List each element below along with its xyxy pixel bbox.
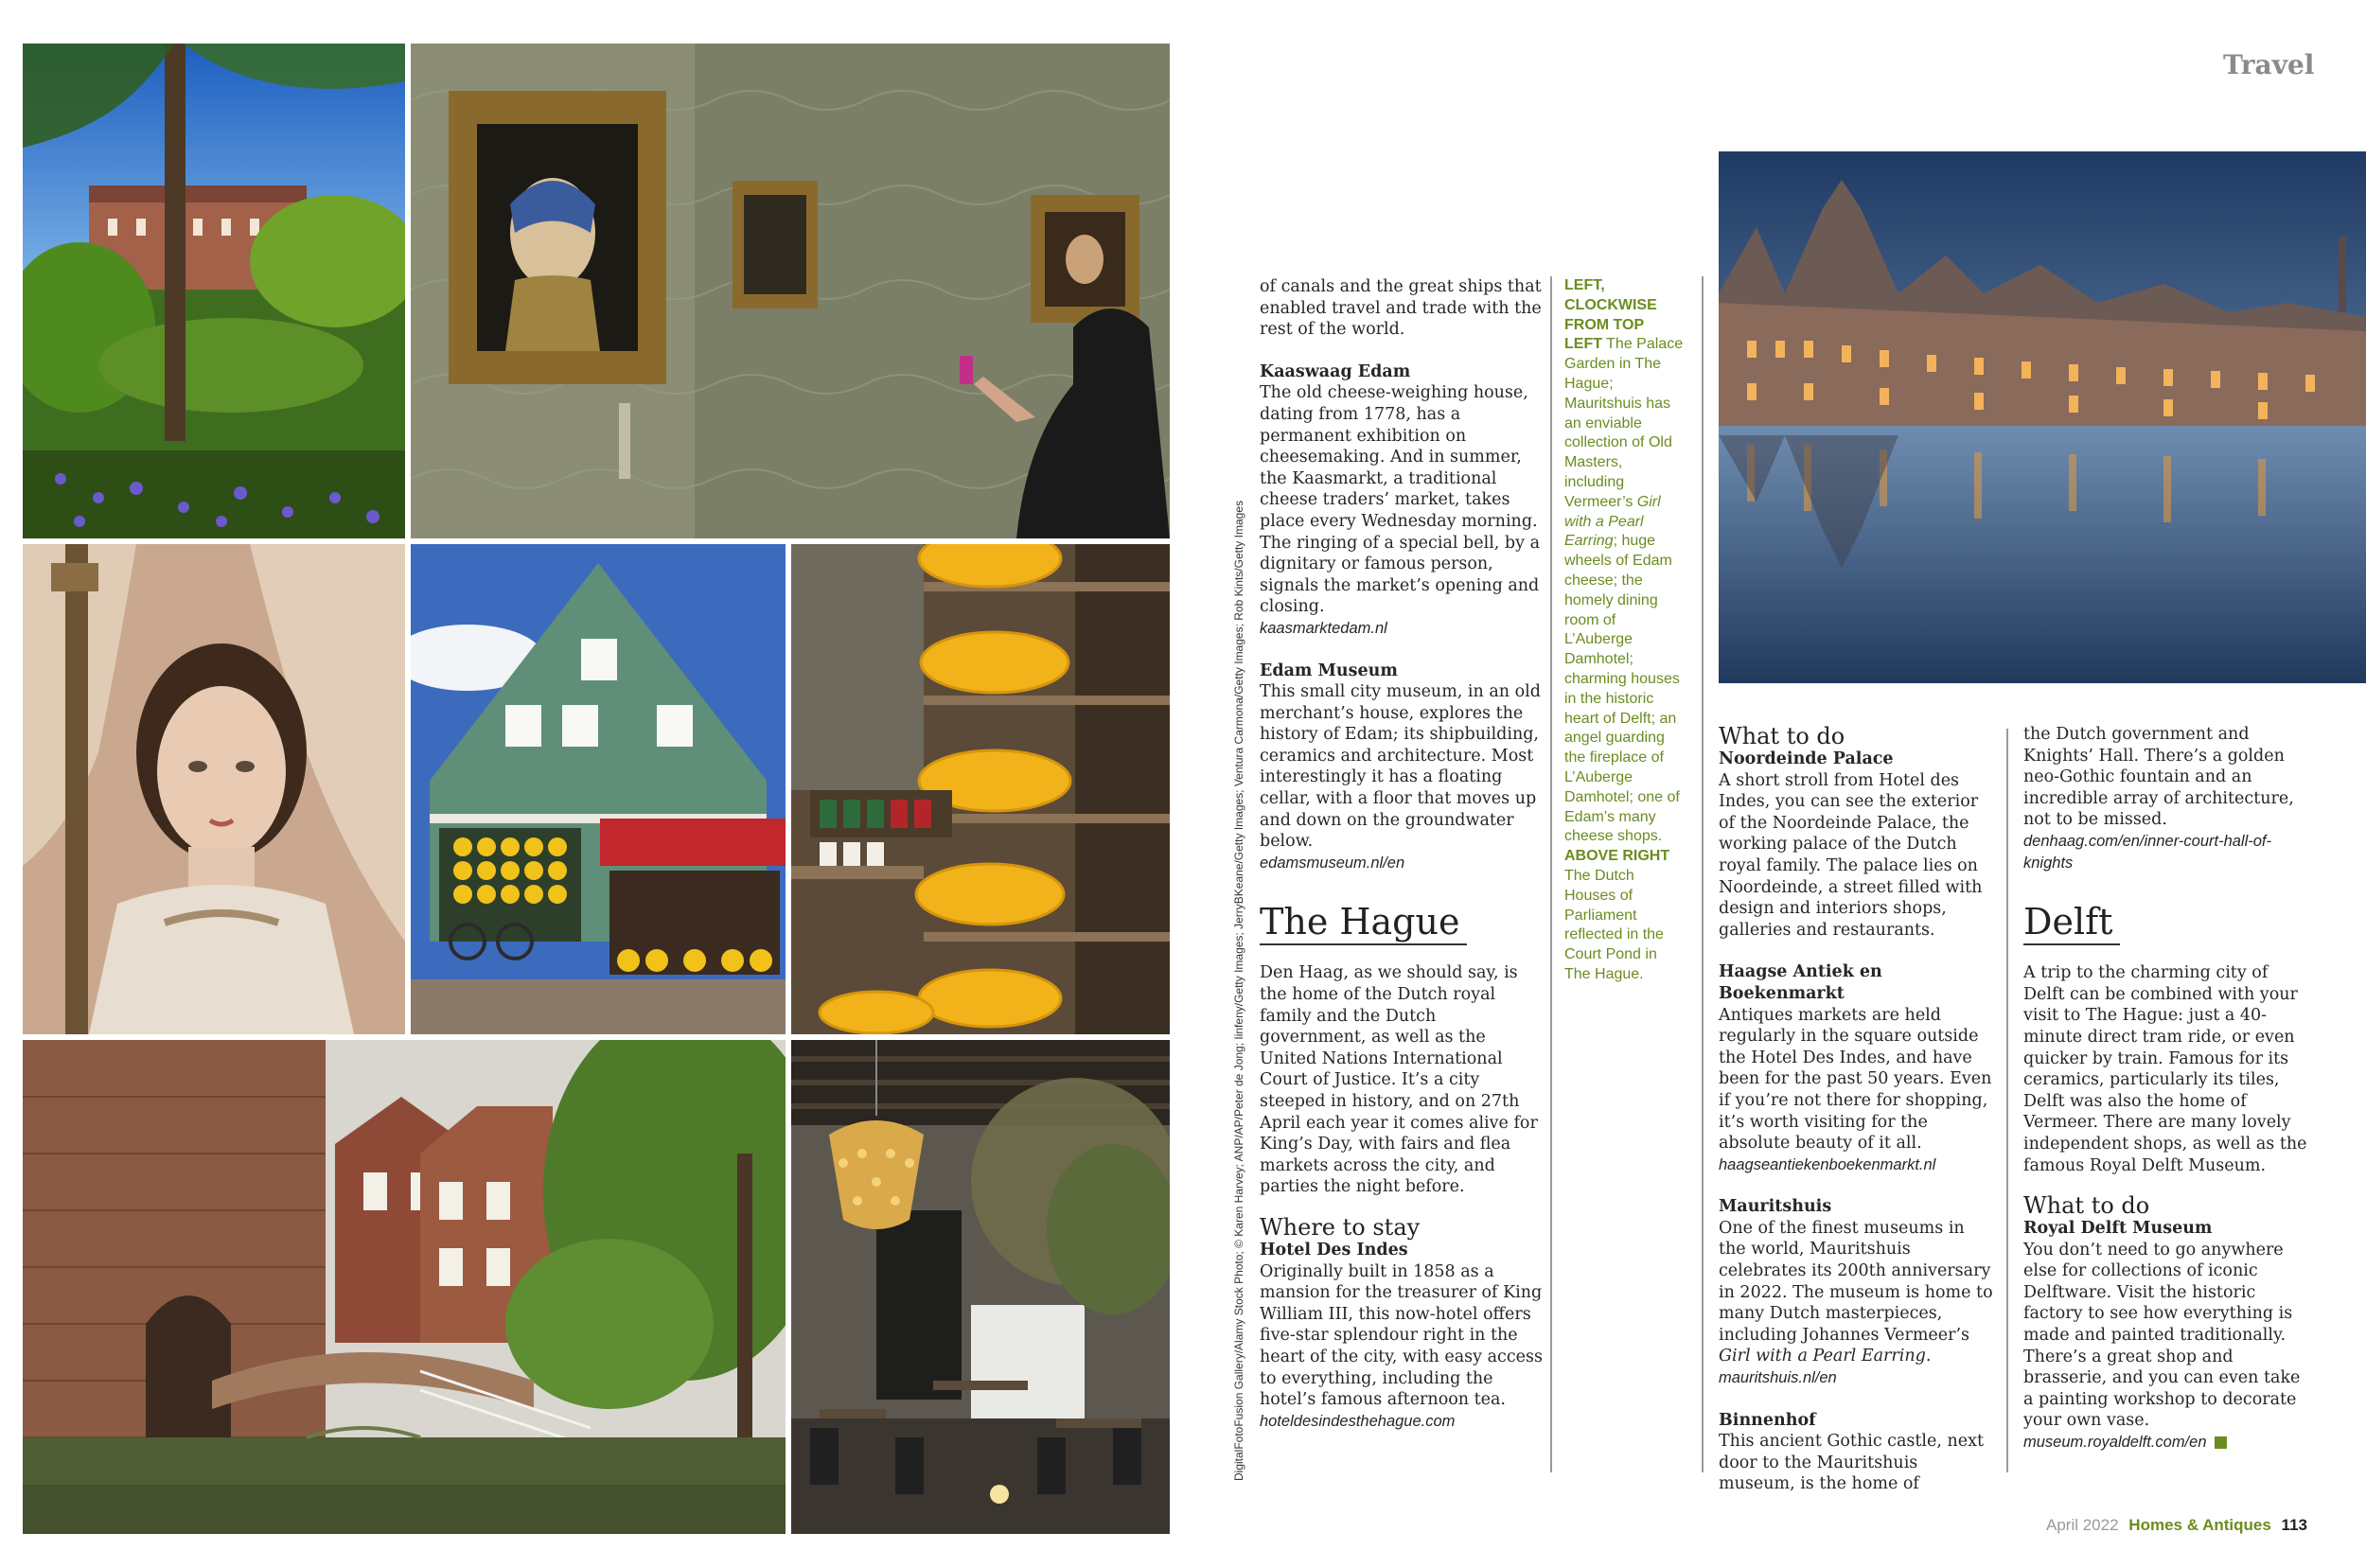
column-edam-hague xyxy=(1260,276,1544,1432)
hotel-des-indes-link[interactable]: hoteldesindesthehague.com xyxy=(1260,1412,1456,1430)
hotel-des-indes-title: Hotel Des Indes xyxy=(1260,1240,1408,1260)
photo-angel-fireplace xyxy=(23,544,405,1034)
where-to-stay-heading: Where to stay xyxy=(1260,1213,1421,1241)
kaaswaag-body: The old cheese-weighing house, dating from 1778, has a permanent exhibition on cheesemaking. And in summer, the Kaasmarkt, a traditional cheese traders’ market, takes place every Wednesday morning. The ringing of a special bell, by a dignitary or famous person, signals the market’s opening and closing. xyxy=(1260,383,1540,617)
binnenhof-continued: the Dutch government and Knights’ Hall. There’s a golden neo-Gothic fountain and an incredible array of architecture, not to be missed. xyxy=(2023,725,2294,830)
caption-text-left-italic: Girl with a Pearl Earring xyxy=(1564,493,1661,550)
noordeinde-body: A short stroll from Hotel des Indes, you can see the exterior of the Noordeinde Palace, the working palace of the Dutch royal family. The palace lies on Noordeinde, a street filled with design and interiors shops, galleries and restaurants. xyxy=(1719,770,1983,940)
edam-museum-body: This small city museum, in an old merchant’s house, explores the history of Edam; its shipbuilding, ceramics and architecture. Most interestingly it has a floating cellar, with a floor that moves up and down on the groundwater below. xyxy=(1260,682,1541,852)
photo-credits: DigitalFotoFusion Gallery/Alamy Stock Photo; © Karen Harvey; ANP/AP/Peter de Jong; Iinfeny/Getty Images; JerryBKeane/Getty Images; Ventura Carmona/Getty Images; Rob Kints/Getty Images xyxy=(1232,501,1245,1481)
royal-delft-title: Royal Delft Museum xyxy=(2023,1219,2213,1239)
haagse-title: Haagse Antiek en Boekenmarkt xyxy=(1719,962,1882,1003)
caption-lead-right: ABOVE RIGHT xyxy=(1564,848,1670,865)
delft-heading: Delft xyxy=(2023,900,2120,945)
footer-magazine: Homes & Antiques xyxy=(2128,1516,2271,1534)
kaaswaag-link[interactable]: kaasmarktedam.nl xyxy=(1260,619,1387,637)
photo-palace-garden xyxy=(23,44,405,538)
mauritshuis-body-text: One of the finest museums in the world, Mauritshuis celebrates its 200th anniversary in 2022. The museum is home to many Dutch masterpieces, including Johannes Vermeer’s xyxy=(1719,1218,1993,1345)
photo-mauritshuis-gallery xyxy=(411,44,1170,538)
royal-delft-url[interactable]: museum.royaldelft.com/en xyxy=(2023,1434,2207,1452)
the-hague-body: Den Haag, as we should say, is the home of the Dutch royal family and the Dutch government, as well as the United Nations International Court of Justice. It’s a city steeped in history, and on 27th April each year it comes alive for King’s Day, with fairs and flea markets across the city, and parties the night before. xyxy=(1260,963,1538,1197)
caption-text-left-b: ; huge wheels of Edam cheese; the homely dining room of L’Auberge Damhotel; charming houses in the historic heart of Delft; an angel guarding the fireplace of L’Auberge Damhotel; one of Edam’s many cheese shops. xyxy=(1564,533,1680,845)
footer-page-number: 113 xyxy=(2281,1516,2307,1534)
royal-delft-body: You don’t need to go anywhere else for collections of iconic Delftware. Visit the historic factory to see how everything is made and painted traditionally. There’s a great shop and brasserie, and you can even take a painting workshop to decorate your own vase. xyxy=(2023,1240,2301,1431)
photo-dutch-parliament xyxy=(1719,151,2366,683)
haagse-link[interactable]: haagseantiekenboekenmarkt.nl xyxy=(1719,1155,1936,1173)
noordeinde-title: Noordeinde Palace xyxy=(1719,749,1894,768)
mauritshuis-title: Mauritshuis xyxy=(1719,1197,1832,1217)
page-footer xyxy=(2046,1516,2307,1535)
hotel-des-indes-body: Originally built in 1858 as a mansion for the treasurer of King William III, this now-hotel offers five-star splendour right in the heart of the city, with easy access to everything, including the hotel’s famous afternoon tea. xyxy=(1260,1261,1543,1410)
caption-lead-left: LEFT, CLOCKWISE FROM TOP LEFT xyxy=(1564,277,1657,353)
photo-edam-cheese-shop xyxy=(411,544,786,1034)
mauritshuis-body-italic: Girl with a Pearl Earring xyxy=(1719,1347,1926,1366)
column-rule xyxy=(1702,276,1704,1472)
column-rule xyxy=(2006,729,2008,1472)
binnenhof-link[interactable]: denhaag.com/en/inner-court-hall-of-knights xyxy=(2023,832,2272,872)
caption-text-left-a: The Palace Garden in The Hague; Mauritshuis has an enviable collection of Old Masters, including Vermeer’s xyxy=(1564,336,1684,510)
haagse-body: Antiques markets are held regularly in the square outside the Hotel Des Indes, and have been for the past 50 years. Even if you’re not there for shopping, it’s worth visiting for the absolute beauty of it all. xyxy=(1719,1005,1992,1154)
kaaswaag-title: Kaaswaag Edam xyxy=(1260,361,1411,381)
the-hague-heading: The Hague xyxy=(1260,900,1467,945)
intro-text: of canals and the great ships that enabled travel and trade with the rest of the world. xyxy=(1260,277,1542,340)
column-rule xyxy=(1550,276,1552,1472)
photo-caption xyxy=(1564,276,1684,985)
binnenhof-body: This ancient Gothic castle, next door to the Mauritshuis museum, is the home of xyxy=(1719,1432,1985,1494)
mauritshuis-body xyxy=(1719,1218,1993,1367)
end-mark-icon xyxy=(2215,1436,2227,1449)
footer-date: April 2022 xyxy=(2046,1516,2119,1534)
caption-text-right: The Dutch Houses of Parliament reflected in the Court Pond in The Hague. xyxy=(1564,867,1664,982)
what-to-do-heading: What to do xyxy=(1719,723,1845,749)
delft-what-to-do-heading: What to do xyxy=(2023,1192,2150,1220)
edam-museum-title: Edam Museum xyxy=(1260,661,1398,680)
photo-dining-room xyxy=(791,1040,1170,1534)
delft-body: A trip to the charming city of Delft can be combined with your visit to The Hague: just a 40-minute direct tram ride, or even quicker by train. Famous for its ceramics, particularly its tiles, Delft was also the home of Vermeer. There are many lovely independent shops, as well as the famous Royal Delft Museum. xyxy=(2023,963,2307,1175)
mauritshuis-body-end: . xyxy=(1925,1347,1932,1366)
royal-delft-link[interactable] xyxy=(2023,1432,2307,1453)
column-hague-things xyxy=(1719,724,1993,1495)
binnenhof-title: Binnenhof xyxy=(1719,1410,1816,1430)
photo-cheese-wheels xyxy=(791,544,1170,1034)
mauritshuis-link[interactable]: mauritshuis.nl/en xyxy=(1719,1369,1837,1387)
photo-delft-houses xyxy=(23,1040,786,1534)
column-delft xyxy=(2023,724,2307,1453)
edam-museum-link[interactable]: edamsmuseum.nl/en xyxy=(1260,854,1405,872)
section-label: Travel xyxy=(2223,49,2315,80)
